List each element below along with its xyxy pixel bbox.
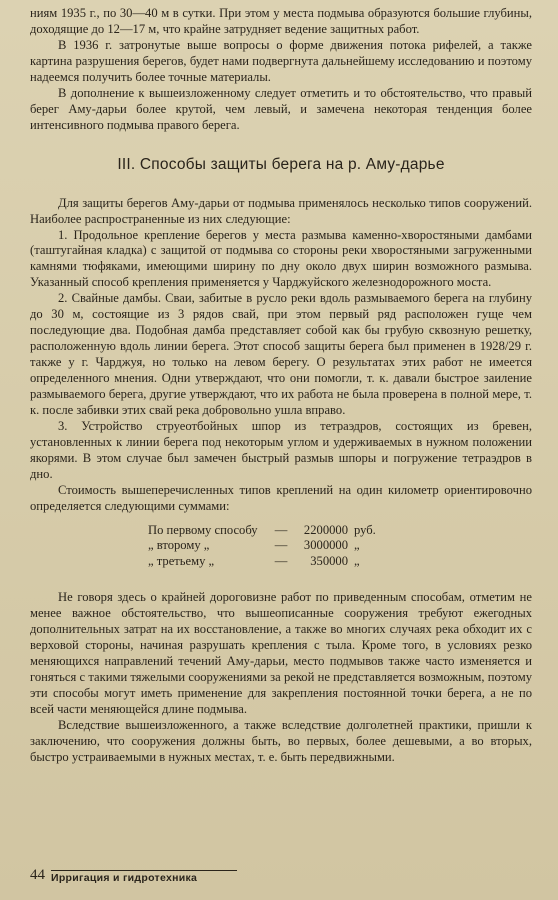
cost-row xyxy=(148,538,532,554)
journal-title: Ирригация и гидротехника xyxy=(51,870,237,884)
page-footer xyxy=(30,867,237,884)
cost-label: „ третьему „ xyxy=(148,554,215,569)
cost-unit: „ xyxy=(354,554,360,569)
paragraph: 3. Устройство струеотбойных шпор из тетраэдров, состоящих из бревен, установленных к линии берега под некоторым углом и удерживаемых в нужном положении якорями. В этом случае был замечен быстрый размыв шпоры и погружение тетраэдров в дно. xyxy=(30,418,532,481)
paragraph: ниям 1935 г., по 30—40 м в сутки. При этом у места подмыва образуются большие глубины, доходящие до 12—17 м, что крайне затрудняет ведение защитных работ. xyxy=(30,6,532,36)
cost-amount: 3000000 xyxy=(303,538,348,553)
paragraph: В дополнение к вышеизложенному следует отметить и то обстоятельство, что правый берег Аму-дарьи более крутой, чем левый, и замечена некоторая тенденция более интенсивного подмыва правого берега. xyxy=(30,85,532,132)
closing-section xyxy=(30,590,532,765)
paragraph: Для защиты берегов Аму-дарьи от подмыва применялось несколько типов сооружений. Наиболее распространенные из них следующие: xyxy=(30,195,532,226)
cost-unit: „ xyxy=(354,538,360,553)
cost-unit: руб. xyxy=(354,522,376,537)
protection-methods-section xyxy=(30,196,532,515)
paragraph: 1. Продольное крепление берегов у места размыва каменно-хворостяными дамбами (таштугайная кладка) с защитой от подмыва со стороны реки хворостяными загруженными камнями тюфяками, имеющими ширину по дну около двух ширин возможного размыва. Указанный способ крепления применяется у Чарджуйского железнодорожного моста. xyxy=(30,227,532,290)
cost-table xyxy=(148,523,532,570)
cost-dash: — xyxy=(274,554,288,569)
cost-label: „ второму „ xyxy=(148,538,210,553)
cost-dash: — xyxy=(274,522,288,537)
page-number: 44 xyxy=(30,867,45,883)
cost-row xyxy=(148,523,532,539)
paragraph: В 1936 г. затронутые выше вопросы о форме движения потока рифелей, а также картина разрушения берегов, будет нами подвергнута дальнейшему исследованию и поэтому надеемся получить более точные материалы. xyxy=(30,37,532,84)
paragraph: Не говоря здесь о крайней дороговизне работ по приведенным способам, отметим не менее важное обстоятельство, что вышеописанные сооружения требуют ежегодных дополнительных затрат на их восстановление, а также во многих случаях река обходит их с верховой стороны, начиная разрушать крепления с тыла. Кроме того, в условиях резко меняющихся направлений течений Аму-дарьи, место подмывов также часто изменяется и гоняться с такими тяжелыми сооружениями за рекой не представляется возможным, поэтому эти способы могут иметь применение для закрепления постоянной точки берега, а не по всей части меняющейся длине подмыва. xyxy=(30,590,532,716)
section-title: III. Способы защиты берега на р. Аму-дарье xyxy=(117,155,445,173)
cost-amount: 2200000 xyxy=(303,522,348,537)
cost-amount: 350000 xyxy=(310,554,348,569)
paragraph: 2. Свайные дамбы. Сваи, забитые в русло реки вдоль размываемого берега на глубину до 30 м, состоящие из 3 рядов свай, при этом первый ряд расположен гуще чем последующие два. Подобная дамба представляет собой как бы грубую сквозную решетку, расположенную вдоль линии берега. Этот способ защиты берега был применен в 1928/29 г. также у г. Чарджуя, но только на левом берегу. О результатах этих работ не имеется определенного мнения. Одни утверждают, что они помогли, т. к. давали быстрое заиление размываемого берега, другие утверждают, что их работа не была проверена в полной мере, т. к. после забивки этих свай река добровольно ушла вправо. xyxy=(30,291,532,418)
paragraph: Стоимость вышеперечисленных типов креплений на один километр ориентировочно определяется следующими суммами: xyxy=(30,482,532,513)
cost-label: По первому способу xyxy=(148,522,258,537)
intro-section xyxy=(30,6,532,134)
cost-row xyxy=(148,554,532,570)
paragraph: Вследствие вышеизложенного, а также вследствие долголетней практики, пришли к заключению, что сооружения должны быть, во первых, более дешевыми, а во вторых, быстро устраиваемыми в нужных местах, т. е. быть передвижными. xyxy=(30,717,532,764)
cost-dash: — xyxy=(274,538,288,553)
